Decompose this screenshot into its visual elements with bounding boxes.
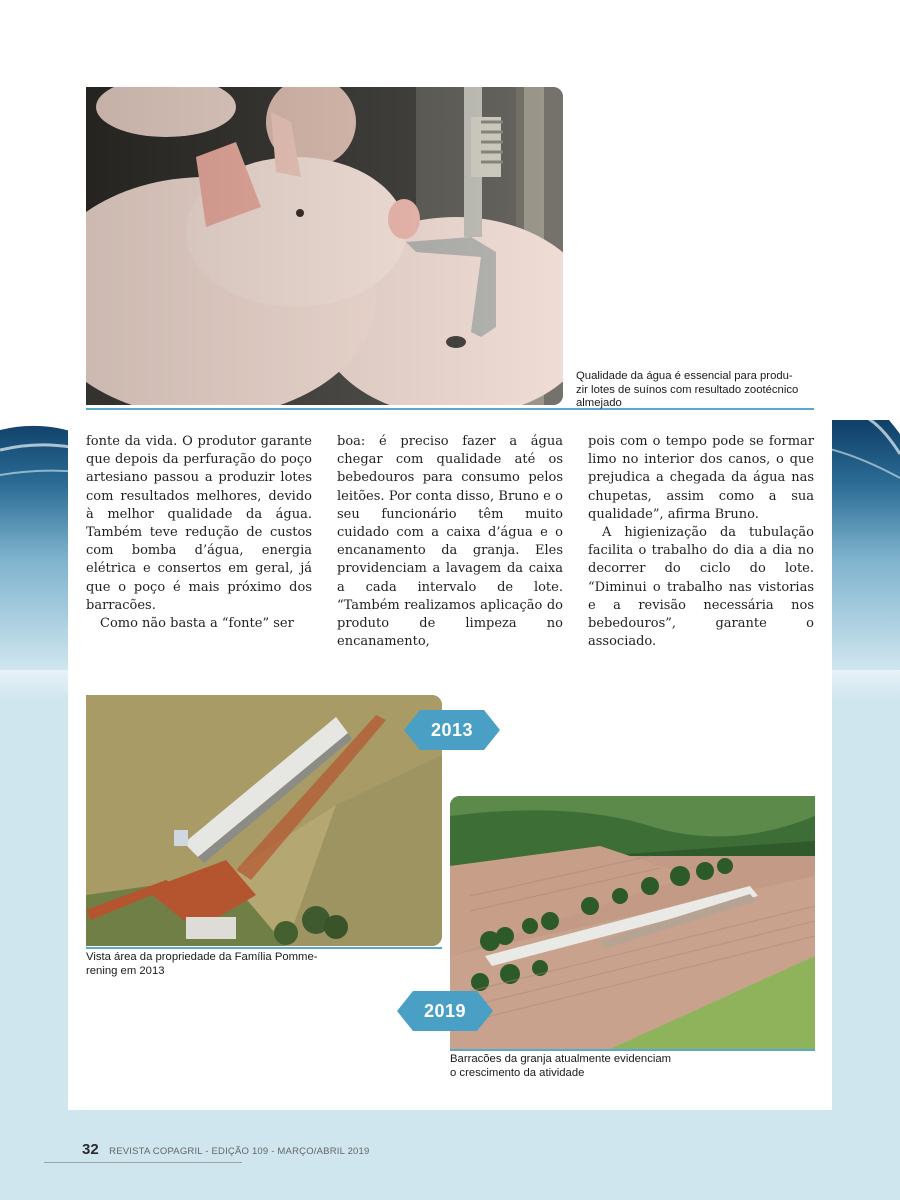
aerial-2019-rule — [450, 1049, 815, 1051]
paragraph: Como não basta a “fonte” ser — [100, 616, 294, 632]
aerial-2019-image — [450, 796, 815, 1049]
paragraph: pois com o tempo pode se formar limo no interior dos canos, o que prejudica a chegada da água nas chupetas, assim como a sua qualidade”, afirma Bruno. — [588, 434, 814, 522]
article-column-3 — [588, 433, 814, 651]
pig-caption-line: zir lotes de suínos com resultado zootécnico — [576, 383, 799, 396]
year-tag-2019 — [397, 991, 493, 1031]
article-column-1 — [86, 433, 312, 633]
magazine-edition: REVISTA COPAGRIL - EDIÇÃO 109 - MARÇO/ABRIL 2019 — [109, 1146, 370, 1157]
aerial-2013-caption-line: Vista área da propriedade da Família Pomme- — [86, 951, 318, 963]
aerial-2013-rule — [86, 947, 442, 949]
aerial-2013-caption-line: rening em 2013 — [86, 964, 165, 977]
aerial-2019-caption-line: o crescimento da atividade — [450, 1066, 585, 1079]
aerial-photo-2019 — [450, 796, 815, 1049]
aerial-2013-caption — [86, 951, 346, 978]
pig-caption-line: Qualidade da água é essencial para produ- — [576, 370, 793, 382]
footer-divider — [44, 1162, 242, 1163]
article-column-2 — [337, 433, 563, 651]
paragraph: boa: é preciso fazer a água chegar com qualidade até os bebedouros para consumo pelos leitões. Por conta disso, Bruno e o seu funcionário têm muito cuidado com a caixa d’água e o encanamento da granja. Eles providenciam a lavagem da caixa a cada intervalo de lote. “Também realizamos aplicação do produto de limpeza no encanamento, — [337, 434, 563, 650]
aerial-2013-image — [86, 695, 442, 946]
aerial-2019-caption — [450, 1053, 750, 1080]
pig-caption-line: almejado — [576, 397, 622, 409]
paragraph: A higienização da tubulação facilita o trabalho do dia a dia no decorrer do ciclo do lote. “Diminui o trabalho nas vistorias e a revisão necessária nos bebedouros”, garante o associado. — [588, 525, 814, 650]
pig-drinking-image — [86, 87, 563, 405]
page-footer — [82, 1141, 370, 1159]
pig-photo-caption — [576, 370, 820, 411]
paragraph: fonte da vida. O produtor garante que depois da perfuração do poço artesiano passou a produzir lotes com resultados melhores, devido à melhor qualidade da água. Também teve redução de custos com bomba d’água, energia elétrica e consertos em geral, já que o poço é mais próximo dos barracões. — [86, 434, 312, 613]
pig-photo — [86, 87, 563, 405]
page-number: 32 — [82, 1141, 99, 1158]
year-tag-label: 2019 — [423, 1001, 467, 1021]
aerial-photo-2013 — [86, 695, 442, 946]
aerial-2019-caption-line: Barracões da granja atualmente evidenciam — [450, 1053, 672, 1065]
year-tag-label: 2013 — [430, 720, 474, 740]
year-tag-2013 — [404, 710, 500, 750]
